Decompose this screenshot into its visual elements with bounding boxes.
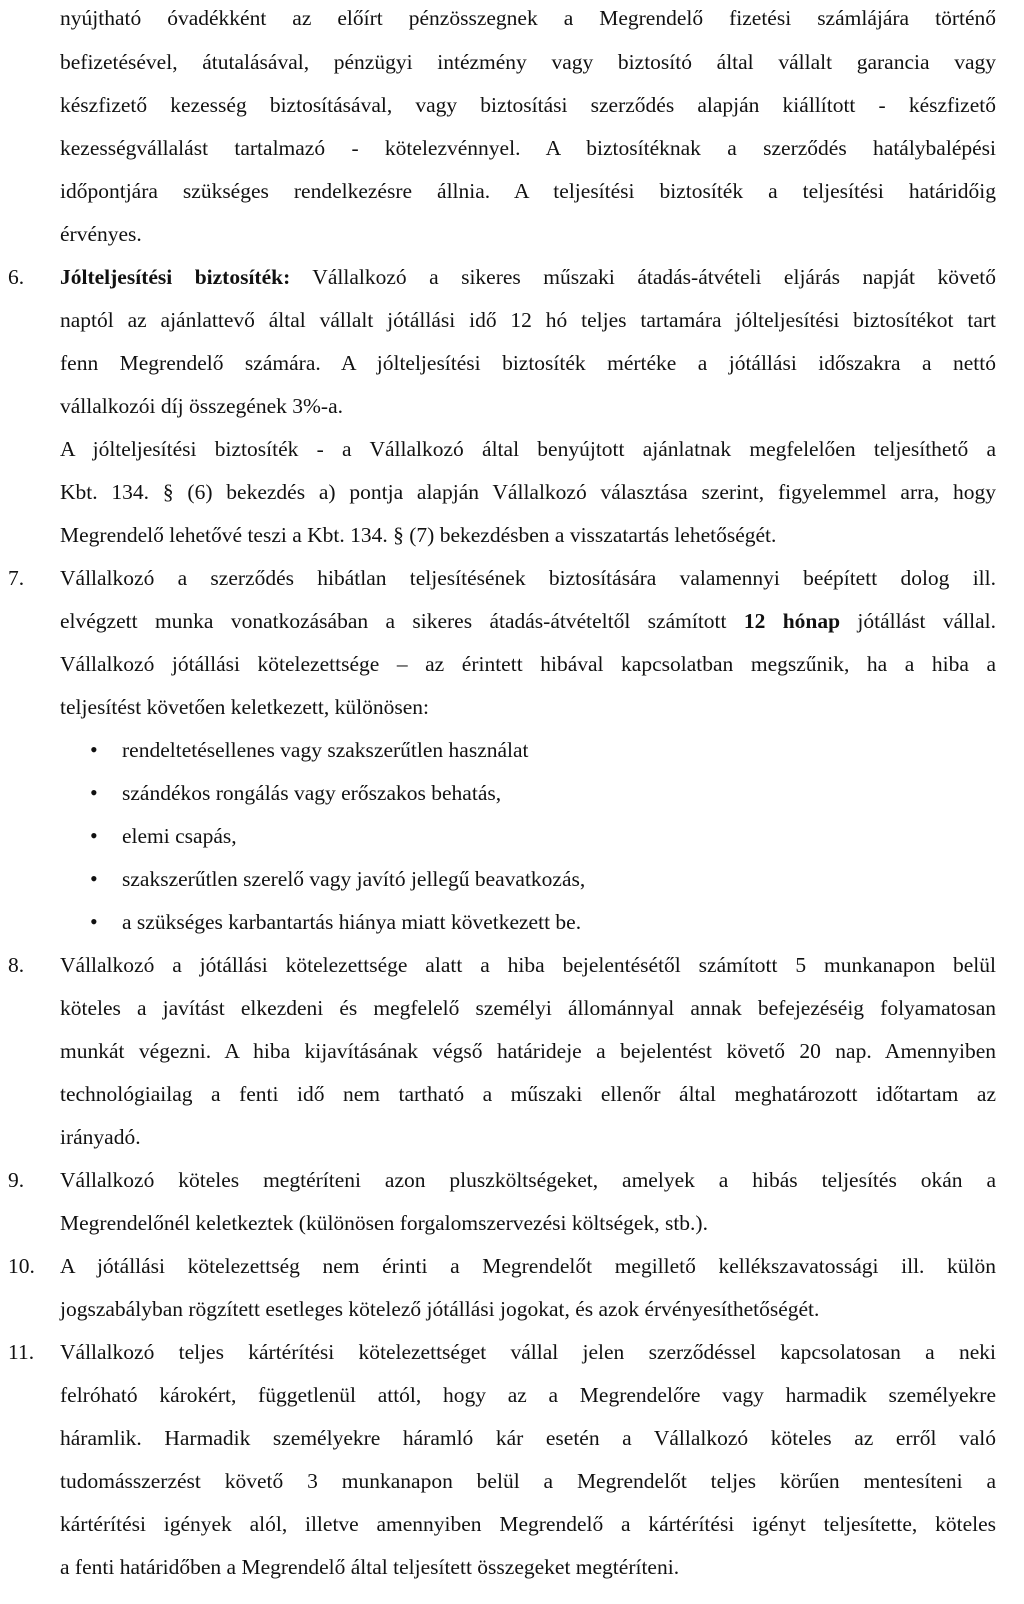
paragraph-line: Vállalkozó a jótállási kötelezettsége alatt a hiba bejelentésétől számított 5 munkanapon belül — [60, 953, 996, 977]
paragraph-line: Vállalkozó teljes kártérítési kötelezettséget vállal jelen szerződéssel kapcsolatosan a neki — [60, 1340, 996, 1364]
bold-term: 12 hónap — [743, 609, 841, 633]
paragraph-line: Vállalkozó jótállási kötelezettsége – az érintett hibával kapcsolatban megszűnik, ha a hiba a — [60, 652, 996, 676]
paragraph-line: Megrendelőnél keletkeztek (különösen forgalomszervezési költségek, stb.). — [60, 1211, 708, 1235]
paragraph-line: naptól az ajánlattevő által vállalt jótállási idő 12 hó teljes tartamára jólteljesítési biztosítékot tart — [60, 308, 996, 332]
paragraph-line: Megrendelő lehetővé teszi a Kbt. 134. § (7) bekezdésben a visszatartás lehetőségét. — [60, 523, 777, 547]
paragraph-line: Vállalkozó köteles megtéríteni azon pluszköltségeket, amelyek a hibás teljesítés okán a — [60, 1168, 996, 1192]
paragraph-line: Kbt. 134. § (6) bekezdés a) pontja alapján Vállalkozó választása szerint, figyelemmel arra, hogy — [60, 480, 996, 504]
line-text: jótállást vállal. — [840, 609, 996, 633]
paragraph-line: munkát végezni. A hiba kijavításának végső határideje a bejelentést követő 20 nap. Amennyiben — [60, 1039, 996, 1063]
paragraph-line: A jótállási kötelezettség nem érinti a Megrendelőt megillető kellékszavatossági ill. külön — [60, 1254, 996, 1278]
paragraph-line: háramlik. Harmadik személyekre háramló kár esetén a Vállalkozó köteles az erről való — [60, 1426, 996, 1450]
paragraph-line: kártérítési igények alól, illetve amennyiben Megrendelő a kártérítési igényt teljesítette, köteles — [60, 1512, 996, 1536]
paragraph-line — [60, 263, 996, 291]
item-number: 8. — [8, 953, 25, 977]
item-number: 11. — [8, 1340, 35, 1364]
list-item: szakszerűtlen szerelő vagy javító jellegű beavatkozás, — [122, 867, 586, 891]
paragraph-line: technológiailag a fenti idő nem tartható a műszaki ellenőr által meghatározott időtartam az — [60, 1082, 996, 1106]
bold-lead: Jólteljesítési biztosíték: — [60, 265, 291, 289]
item-number: 7. — [8, 566, 25, 590]
paragraph-line: Vállalkozó a szerződés hibátlan teljesítésének biztosítására valamennyi beépített dolog ill. — [60, 566, 996, 590]
paragraph-line: fenn Megrendelő számára. A jólteljesítési biztosíték mértéke a jótállási időszakra a nettó — [60, 351, 996, 375]
item-number: 10. — [8, 1254, 35, 1278]
list-item: a szükséges karbantartás hiánya miatt következett be. — [122, 910, 582, 934]
paragraph-line: nyújtható óvadékként az előírt pénzösszegnek a Megrendelő fizetési számlájára történő — [60, 6, 996, 30]
paragraph-line: vállalkozói díj összegének 3%-a. — [60, 394, 343, 418]
paragraph-line: felróható károkért, függetlenül attól, hogy az a Megrendelőre vagy harmadik személyekre — [60, 1383, 996, 1407]
paragraph-line: készfizető kezesség biztosításával, vagy biztosítási szerződés alapján kiállított - készfizető — [60, 93, 996, 117]
bullet-icon: • — [90, 823, 98, 848]
item-number: 6. — [8, 265, 25, 289]
list-item: elemi csapás, — [122, 824, 237, 848]
line-text: Vállalkozó a sikeres műszaki átadás-átvételi eljárás napját követő — [290, 265, 996, 289]
bullet-icon: • — [90, 780, 98, 805]
paragraph-line: teljesítést követően keletkezett, különösen: — [60, 695, 429, 719]
paragraph-line: irányadó. — [60, 1125, 141, 1149]
bullet-icon: • — [90, 737, 98, 762]
paragraph-line: tudomásszerzést követő 3 munkanapon belül a Megrendelőt teljes körűen mentesíteni a — [60, 1469, 996, 1493]
bullet-icon: • — [90, 866, 98, 891]
paragraph-line: érvényes. — [60, 222, 142, 246]
paragraph-line: a fenti határidőben a Megrendelő által teljesített összegeket megtéríteni. — [60, 1555, 680, 1579]
paragraph-line — [60, 607, 996, 635]
paragraph-line: jogszabályban rögzített esetleges kötelező jótállási jogokat, és azok érvényesíthetőségét. — [60, 1297, 820, 1321]
bullet-icon: • — [90, 909, 98, 934]
paragraph-line: befizetésével, átutalásával, pénzügyi intézmény vagy biztosító által vállalt garancia vagy — [60, 50, 996, 74]
paragraph-line: köteles a javítást elkezdeni és megfelelő személyi állománnyal annak befejezéséig folyamatosan — [60, 996, 996, 1020]
list-item: rendeltetésellenes vagy szakszerűtlen használat — [122, 738, 529, 762]
paragraph-line: időpontjára szükséges rendelkezésre állnia. A teljesítési biztosíték a teljesítési határidőig — [60, 179, 996, 203]
list-item: szándékos rongálás vagy erőszakos behatás, — [122, 781, 502, 805]
paragraph-line: kezességvállalást tartalmazó - kötelezvénnyel. A biztosítéknak a szerződés hatálybalépési — [60, 136, 996, 160]
paragraph-line: A jólteljesítési biztosíték - a Vállalkozó által benyújtott ajánlatnak megfelelően teljesíthető a — [60, 437, 996, 461]
item-number: 9. — [8, 1168, 25, 1192]
line-text: elvégzett munka vonatkozásában a sikeres átadás-átvételtől számított — [60, 609, 744, 633]
